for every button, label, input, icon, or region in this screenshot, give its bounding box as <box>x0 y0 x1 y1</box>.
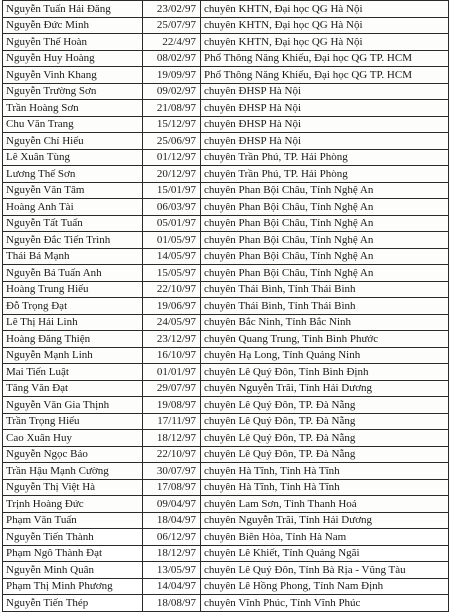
student-name-cell: Phạm Thị Minh Phương <box>3 578 143 595</box>
table-row <box>3 298 449 315</box>
student-name-cell: Nguyễn Đức Minh <box>3 17 143 34</box>
date-of-birth-cell: 21/08/97 <box>143 100 201 117</box>
school-cell: chuyên Thái Bình, Tỉnh Thái Bình <box>201 298 449 315</box>
school-cell: Phổ Thông Năng Khiếu, Đại học QG TP. HCM <box>201 50 449 67</box>
date-of-birth-cell: 25/06/97 <box>143 133 201 150</box>
school-cell: chuyên Lê Hồng Phong, Tỉnh Nam Định <box>201 578 449 595</box>
school-cell: chuyên Hà Tĩnh, Tỉnh Hà Tĩnh <box>201 479 449 496</box>
table-row <box>3 479 449 496</box>
table-row <box>3 397 449 414</box>
school-cell: chuyên Lê Quý Đôn, TP. Đà Nẵng <box>201 430 449 447</box>
school-cell: chuyên Phan Bội Châu, Tỉnh Nghệ An <box>201 248 449 265</box>
date-of-birth-cell: 17/08/97 <box>143 479 201 496</box>
student-name-cell: Đỗ Trọng Đạt <box>3 298 143 315</box>
school-cell: chuyên ĐHSP Hà Nội <box>201 100 449 117</box>
table-row <box>3 50 449 67</box>
school-cell: chuyên Lê Quý Đôn, TP. Đà Nẵng <box>201 446 449 463</box>
student-name-cell: Nguyễn Tiến Thép <box>3 595 143 612</box>
school-cell: chuyên Phan Bội Châu, Tỉnh Nghệ An <box>201 265 449 282</box>
table-row <box>3 496 449 513</box>
date-of-birth-cell: 18/12/97 <box>143 545 201 562</box>
school-cell: chuyên Phan Bội Châu, Tỉnh Nghệ An <box>201 232 449 249</box>
table-row <box>3 331 449 348</box>
date-of-birth-cell: 22/10/97 <box>143 281 201 298</box>
date-of-birth-cell: 15/05/97 <box>143 265 201 282</box>
school-cell: chuyên ĐHSP Hà Nội <box>201 133 449 150</box>
school-cell: chuyên KHTN, Đại học QG Hà Nội <box>201 1 449 18</box>
date-of-birth-cell: 30/07/97 <box>143 463 201 480</box>
date-of-birth-cell: 19/06/97 <box>143 298 201 315</box>
school-cell: chuyên KHTN, Đại học QG Hà Nội <box>201 34 449 51</box>
student-name-cell: Nguyễn Tiến Thành <box>3 529 143 546</box>
student-name-cell: Nguyễn Tất Tuấn <box>3 215 143 232</box>
table-row <box>3 133 449 150</box>
table-row <box>3 34 449 51</box>
table-row <box>3 100 449 117</box>
school-cell: chuyên Nguyễn Trãi, Tỉnh Hải Dương <box>201 380 449 397</box>
table-row <box>3 1 449 18</box>
date-of-birth-cell: 13/05/97 <box>143 562 201 579</box>
date-of-birth-cell: 19/09/97 <box>143 67 201 84</box>
table-row <box>3 149 449 166</box>
date-of-birth-cell: 19/08/97 <box>143 397 201 414</box>
table-row <box>3 380 449 397</box>
table-row <box>3 166 449 183</box>
school-cell: chuyên Lê Quý Đôn, Tỉnh Bà Rịa - Vũng Tàu <box>201 562 449 579</box>
student-name-cell: Nguyễn Đắc Tiến Trình <box>3 232 143 249</box>
table-row <box>3 281 449 298</box>
student-name-cell: Cao Xuân Huy <box>3 430 143 447</box>
date-of-birth-cell: 09/04/97 <box>143 496 201 513</box>
date-of-birth-cell: 06/12/97 <box>143 529 201 546</box>
school-cell: chuyên KHTN, Đại học QG Hà Nội <box>201 17 449 34</box>
table-row <box>3 578 449 595</box>
student-name-cell: Nguyễn Mạnh Linh <box>3 347 143 364</box>
school-cell: chuyên Hà Tĩnh, Tỉnh Hà Tĩnh <box>201 463 449 480</box>
table-row <box>3 430 449 447</box>
student-name-cell: Lê Xuân Tùng <box>3 149 143 166</box>
student-name-cell: Hoàng Đăng Thiện <box>3 331 143 348</box>
student-name-cell: Trần Hoàng Sơn <box>3 100 143 117</box>
date-of-birth-cell: 15/01/97 <box>143 182 201 199</box>
date-of-birth-cell: 23/02/97 <box>143 1 201 18</box>
table-row <box>3 83 449 100</box>
student-name-cell: Nguyễn Thế Hoàn <box>3 34 143 51</box>
table-row <box>3 67 449 84</box>
school-cell: chuyên ĐHSP Hà Nội <box>201 83 449 100</box>
school-cell: chuyên Nguyễn Trãi, Tỉnh Hải Dương <box>201 512 449 529</box>
school-cell: chuyên Biên Hòa, Tỉnh Hà Nam <box>201 529 449 546</box>
date-of-birth-cell: 17/11/97 <box>143 413 201 430</box>
student-name-cell: Nguyễn Minh Quân <box>3 562 143 579</box>
table-row <box>3 314 449 331</box>
student-name-cell: Lê Thị Hải Linh <box>3 314 143 331</box>
student-name-cell: Thái Bá Mạnh <box>3 248 143 265</box>
date-of-birth-cell: 14/04/97 <box>143 578 201 595</box>
student-name-cell: Nguyễn Văn Gia Thịnh <box>3 397 143 414</box>
student-name-cell: Hoàng Anh Tài <box>3 199 143 216</box>
table-row <box>3 17 449 34</box>
student-name-cell: Lương Thế Sơn <box>3 166 143 183</box>
school-cell: chuyên Lê Khiết, Tỉnh Quảng Ngãi <box>201 545 449 562</box>
school-cell: chuyên Vĩnh Phúc, Tỉnh Vĩnh Phúc <box>201 595 449 612</box>
school-cell: chuyên Lê Quý Đôn, Tỉnh Bình Định <box>201 364 449 381</box>
date-of-birth-cell: 15/12/97 <box>143 116 201 133</box>
date-of-birth-cell: 16/10/97 <box>143 347 201 364</box>
table-row <box>3 347 449 364</box>
student-name-cell: Hoàng Trung Hiếu <box>3 281 143 298</box>
date-of-birth-cell: 06/03/97 <box>143 199 201 216</box>
table-row <box>3 248 449 265</box>
date-of-birth-cell: 05/01/97 <box>143 215 201 232</box>
school-cell: chuyên Quang Trung, Tỉnh Bình Phước <box>201 331 449 348</box>
date-of-birth-cell: 01/12/97 <box>143 149 201 166</box>
date-of-birth-cell: 24/05/97 <box>143 314 201 331</box>
date-of-birth-cell: 14/05/97 <box>143 248 201 265</box>
date-of-birth-cell: 09/02/97 <box>143 83 201 100</box>
date-of-birth-cell: 18/08/97 <box>143 595 201 612</box>
table-row <box>3 232 449 249</box>
school-cell: chuyên Thái Bình, Tỉnh Thái Bình <box>201 281 449 298</box>
student-name-cell: Chu Văn Trang <box>3 116 143 133</box>
table-row <box>3 364 449 381</box>
school-cell: chuyên ĐHSP Hà Nội <box>201 116 449 133</box>
school-cell: Phổ Thông Năng Khiếu, Đại học QG TP. HCM <box>201 67 449 84</box>
table-row <box>3 265 449 282</box>
table-row <box>3 529 449 546</box>
table-row <box>3 116 449 133</box>
student-name-cell: Nguyễn Thị Việt Hà <box>3 479 143 496</box>
school-cell: chuyên Trần Phú, TP. Hải Phòng <box>201 149 449 166</box>
table-row <box>3 199 449 216</box>
school-cell: chuyên Lê Quý Đôn, TP. Đà Nẵng <box>201 397 449 414</box>
student-name-cell: Tăng Văn Đạt <box>3 380 143 397</box>
student-name-cell: Trịnh Hoàng Đức <box>3 496 143 513</box>
table-row <box>3 595 449 612</box>
table-row <box>3 446 449 463</box>
date-of-birth-cell: 01/05/97 <box>143 232 201 249</box>
student-name-cell: Trần Trọng Hiếu <box>3 413 143 430</box>
school-cell: chuyên Phan Bội Châu, Tỉnh Nghệ An <box>201 182 449 199</box>
school-cell: chuyên Bắc Ninh, Tỉnh Bắc Ninh <box>201 314 449 331</box>
date-of-birth-cell: 20/12/97 <box>143 166 201 183</box>
table-row <box>3 215 449 232</box>
student-name-cell: Phạm Ngô Thành Đạt <box>3 545 143 562</box>
student-name-cell: Nguyễn Trường Sơn <box>3 83 143 100</box>
school-cell: chuyên Hạ Long, Tỉnh Quảng Ninh <box>201 347 449 364</box>
date-of-birth-cell: 25/07/97 <box>143 17 201 34</box>
school-cell: chuyên Lam Sơn, Tỉnh Thanh Hoá <box>201 496 449 513</box>
table-row <box>3 512 449 529</box>
student-name-cell: Phạm Văn Tuấn <box>3 512 143 529</box>
table-row <box>3 545 449 562</box>
table-row <box>3 463 449 480</box>
student-name-cell: Nguyễn Tuấn Hải Đăng <box>3 1 143 18</box>
school-cell: chuyên Lê Quý Đôn, TP. Đà Nẵng <box>201 413 449 430</box>
student-name-cell: Nguyễn Huy Hoàng <box>3 50 143 67</box>
student-name-cell: Nguyễn Ngọc Bảo <box>3 446 143 463</box>
student-name-cell: Nguyễn Chí Hiếu <box>3 133 143 150</box>
school-cell: chuyên Phan Bội Châu, Tỉnh Nghệ An <box>201 215 449 232</box>
table-row <box>3 413 449 430</box>
date-of-birth-cell: 29/07/97 <box>143 380 201 397</box>
date-of-birth-cell: 22/4/97 <box>143 34 201 51</box>
date-of-birth-cell: 18/04/97 <box>143 512 201 529</box>
table-row <box>3 562 449 579</box>
student-name-cell: Mai Tiến Luật <box>3 364 143 381</box>
date-of-birth-cell: 01/01/97 <box>143 364 201 381</box>
school-cell: chuyên Phan Bội Châu, Tỉnh Nghệ An <box>201 199 449 216</box>
school-cell: chuyên Trần Phú, TP. Hải Phòng <box>201 166 449 183</box>
student-roster-table <box>2 0 449 612</box>
date-of-birth-cell: 23/12/97 <box>143 331 201 348</box>
student-name-cell: Nguyễn Bá Tuấn Anh <box>3 265 143 282</box>
student-name-cell: Trần Hậu Mạnh Cường <box>3 463 143 480</box>
date-of-birth-cell: 22/10/97 <box>143 446 201 463</box>
student-name-cell: Nguyễn Vinh Khang <box>3 67 143 84</box>
student-name-cell: Nguyễn Văn Tâm <box>3 182 143 199</box>
roster-table-body <box>3 1 449 612</box>
date-of-birth-cell: 08/02/97 <box>143 50 201 67</box>
date-of-birth-cell: 18/12/97 <box>143 430 201 447</box>
table-row <box>3 182 449 199</box>
